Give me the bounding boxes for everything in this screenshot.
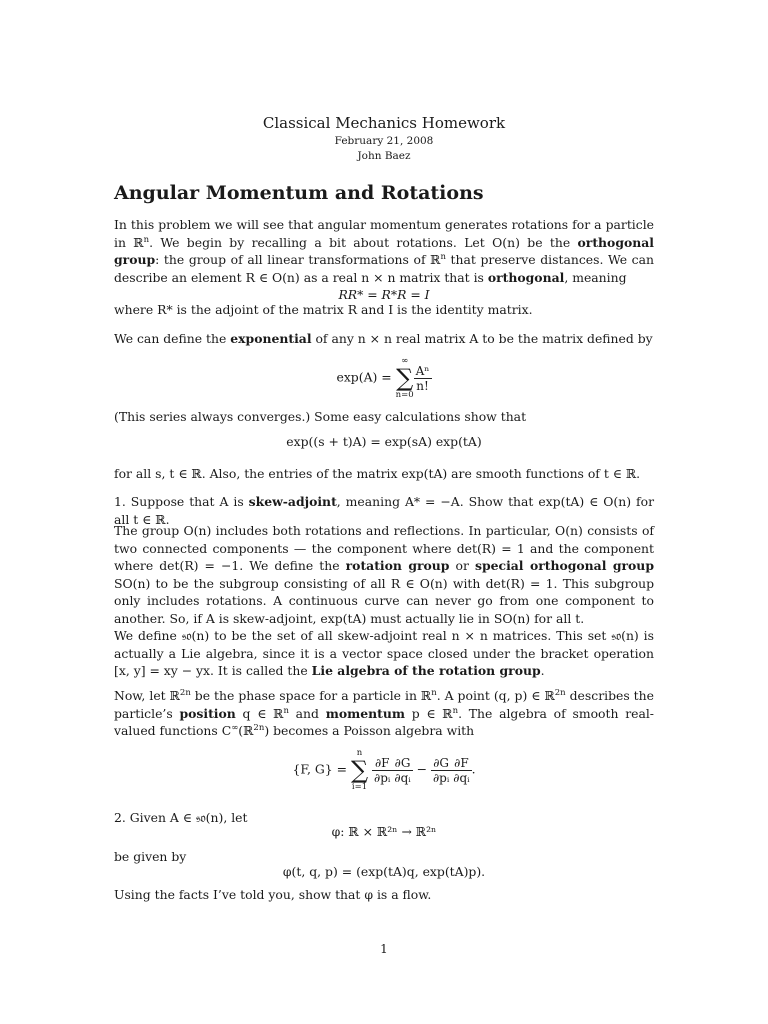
sum-symbol: ∞ ∑ n=0 [395,356,414,400]
sum-symbol: n ∑ i=1 [350,748,369,792]
orthogonality-equation: RR* = R*R = I [338,287,430,302]
document-author: John Baez [357,150,411,162]
page-number: 1 [380,942,388,956]
document-title: Classical Mechanics Homework [262,114,506,132]
convergence-paragraph: (This series always converges.) Some easy calculations show that [114,409,527,424]
question-2: 2. Given A ∈ 𝔰𝔬(n), let [114,810,248,825]
smoothness-paragraph: for all s, t ∈ ℝ. Also, the entries of the matrix exp(tA) are smooth functions of t ∈ ℝ. [114,466,641,481]
flow-definition-equation: φ(t, q, p) = (exp(tA)q, exp(tA)p). [282,864,486,879]
poisson-bracket-equation: {F, G} = n ∑ i=1 $\frac{\partial F}{\text{∂pᵢ}}$ $\frac{\partial G}{\text{∂qᵢ}}$ − $\frac{\partial G}{\text{∂pᵢ}}$ $\frac{\partial F}{\text{∂qᵢ}}$ . [292,748,476,792]
document-date: February 21, 2008 [334,135,434,147]
exponential-paragraph: We can define the exponential of any n × n real matrix A to be the matrix defined by [114,331,653,346]
adjoint-paragraph: where R* is the adjoint of the matrix R and I is the identity matrix. [114,302,533,317]
phase-space-paragraph: Now, let ℝ$^{2n}$ be the phase space for a particle in ℝ$^n$. A point (q, p) ∈ ℝ$^{2n}$ describes the particle’s position q ∈ ℝ$^n$ and momentum p ∈ ℝ$^n$. The algebra of smooth real-valued functions C∞(ℝ$^{2n}$) becomes a Poisson algebra with [114,687,654,739]
exponential-equation: exp(A) = ∞ ∑ n=0 $\frac{\text{Aⁿ}}{n!}$ [336,356,430,400]
question-1: 1. Suppose that A is skew-adjoint, meaning A* = −A. Show that exp(tA) ∈ O(n) for all t ∈ ℝ. [114,494,654,527]
given-by-text: be given by [114,849,187,864]
flow-map-equation: φ: ℝ × ℝ²ⁿ → ℝ²ⁿ [331,824,437,839]
rotation-group-paragraph: The group O(n) includes both rotations and reflections. In particular, O(n) consists of two connected components — the component where det(R) = 1 and the component where det(R) = −1. We define the rotation group or special orthogonal group SO(n) to be the subgroup consisting of all R ∈ O(n) with det(R) = 1. This subgroup only includes rotations. A continuous curve can never go from one component to another. So, if A is skew-adjoint, exp(tA) must actually lie in SO(n) for all t. [114,523,654,626]
flow-question-text: Using the facts I’ve told you, show that φ is a flow. [114,887,432,902]
exponential-property-equation: exp((s + t)A) = exp(sA) exp(tA) [286,434,482,449]
section-heading: Angular Momentum and Rotations [114,182,484,204]
intro-paragraph: In this problem we will see that angular momentum generates rotations for a particle in ℝ$^n$. We begin by recalling a bit about rotations. Let O(n) be the orthogonal group: the group of all linear transformations of ℝ$^n$ that preserve distances. We can describe an element R ∈ O(n) as a real n × n matrix that is orthogonal, meaning [114,217,654,285]
lie-algebra-paragraph: We define 𝔰𝔬(n) to be the set of all skew-adjoint real n × n matrices. This set 𝔰𝔬(n) is actually a Lie algebra, since it is a vector space closed under the bracket operation [x, y] = xy − yx. It is called the Lie algebra of the rotation group. [114,628,654,679]
